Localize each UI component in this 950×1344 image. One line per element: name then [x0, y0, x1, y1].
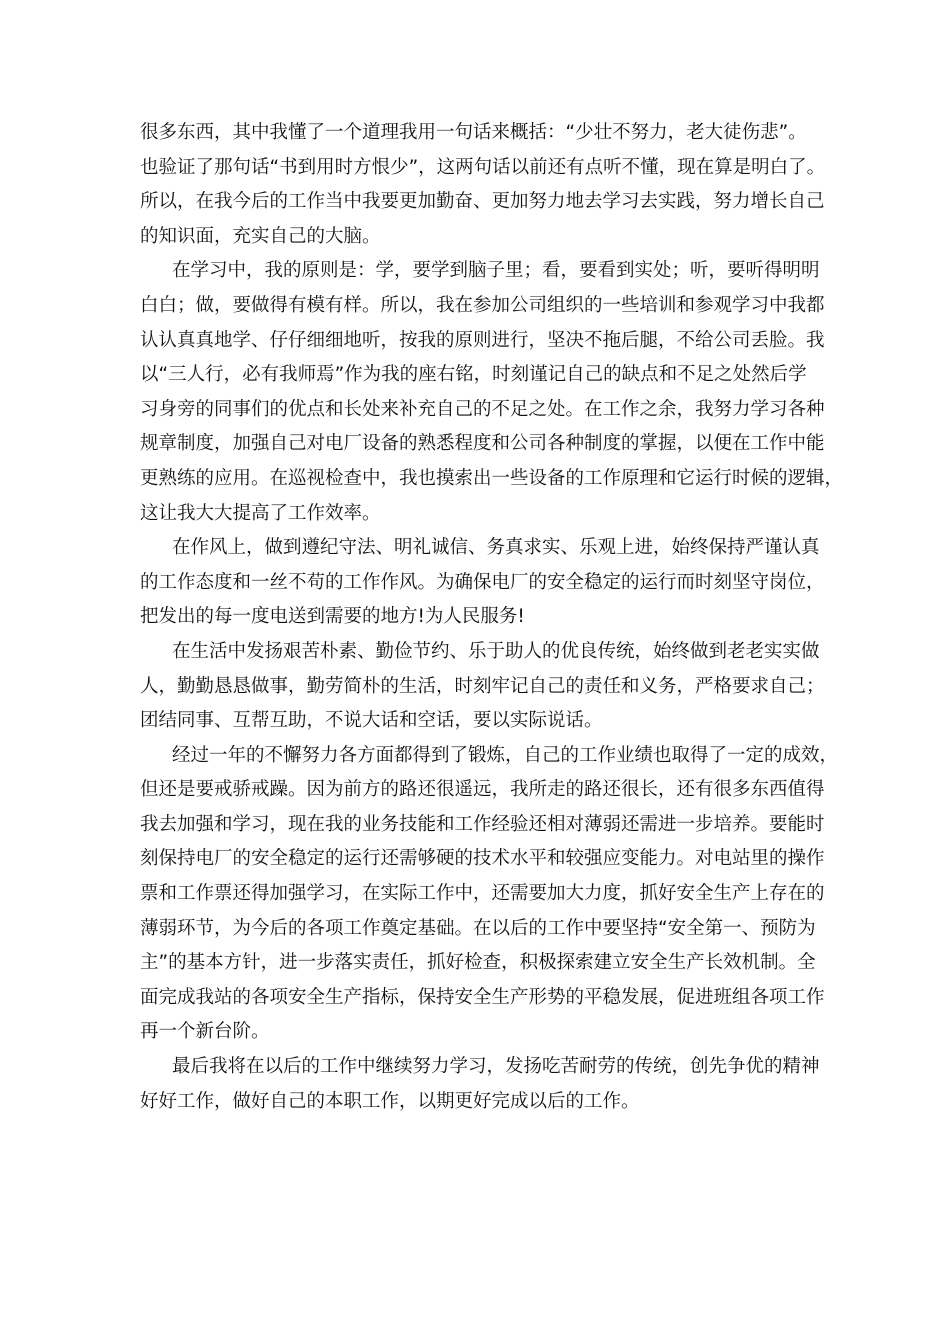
paragraph-6 [140, 1050, 830, 1119]
paragraph-line: 这让我大大提高了工作效率。 [140, 502, 381, 524]
paragraph-line: 再一个新台阶。 [140, 1021, 270, 1043]
paragraph-line: 最后我将在以后的工作中继续努力学习，发扬吃苦耐劳的传统，创先争优的精神 [172, 1056, 820, 1078]
paragraph-line: 规章制度，加强自己对电厂设备的熟悉程度和公司各种制度的掌握，以便在工作中能 [140, 433, 825, 455]
paragraph-line: 所以，在我今后的工作当中我要更加勤奋、更加努力地去学习去实践，努力增长自己 [140, 191, 825, 213]
paragraph-line: 更熟练的应用。在巡视检查中，我也摸索出一些设备的工作原理和它运行时候的逻辑， [140, 467, 844, 489]
paragraph-line: 好好工作，做好自己的本职工作，以期更好完成以后的工作。 [140, 1090, 640, 1112]
paragraph-line: 人，勤勤恳恳做事，勤劳简朴的生活，时刻牢记自己的责任和义务，严格要求自己； [140, 675, 825, 697]
paragraph-line: 在作风上，做到遵纪守法、明礼诚信、务真求实、乐观上进，始终保持严谨认真 [172, 537, 820, 559]
paragraph-line: 面完成我站的各项安全生产指标，保持安全生产形势的平稳发展，促进班组各项工作 [140, 986, 825, 1008]
document-body [140, 116, 844, 1119]
paragraph-line: 薄弱环节，为今后的各项工作奠定基础。在以后的工作中要坚持“安全第一、预防为 [140, 917, 816, 939]
paragraph-line: 以“三人行，必有我师焉”作为我的座右铭，时刻谨记自己的缺点和不足之处然后学 [140, 364, 807, 386]
paragraph-line: 在生活中发扬艰苦朴素、勤俭节约、乐于助人的优良传统，始终做到老老实实做 [172, 640, 820, 662]
paragraph-line: 我去加强和学习，现在我的业务技能和工作经验还相对薄弱还需进一步培养。要能时 [140, 813, 825, 835]
paragraph-4 [140, 635, 830, 739]
paragraph-line: 票和工作票还得加强学习，在实际工作中，还需要加大力度，抓好安全生产上存在的 [140, 883, 825, 905]
paragraph-5 [140, 739, 839, 1050]
paragraph-line: 经过一年的不懈努力各方面都得到了锻炼，自己的工作业绩也取得了一定的成效， [172, 744, 839, 766]
paragraph-line: 刻保持电厂的安全稳定的运行还需够硬的技术水平和较强应变能力。对电站里的操作 [140, 848, 825, 870]
paragraph-line: 在学习中，我的原则是：学，要学到脑子里；看，要看到实处；听，要听得明明 [172, 260, 820, 282]
paragraph-line: 主”的基本方针，进一步落实责任，抓好检查，积极探索建立安全生产长效机制。全 [140, 952, 816, 974]
paragraph-line: 习身旁的同事们的优点和长处来补充自己的不足之处。在工作之余，我努力学习各种 [140, 398, 825, 420]
paragraph-3 [140, 531, 830, 635]
paragraph-line: 的工作态度和一丝不苟的工作作风。为确保电厂的安全稳定的运行而时刻坚守岗位， [140, 571, 825, 593]
paragraph-line: 认认真真地学、仔仔细细地听，按我的原则进行，坚决不拖后腿，不给公司丢脸。我 [140, 329, 825, 351]
paragraph-line: 但还是要戒骄戒躁。因为前方的路还很遥远，我所走的路还很长，还有很多东西值得 [140, 779, 825, 801]
paragraph-line: 团结同事、互帮互助，不说大话和空话，要以实际说话。 [140, 710, 603, 732]
paragraph-line: 把发出的每一度电送到需要的地方!为人民服务! [140, 606, 525, 628]
paragraph-line: 很多东西，其中我懂了一个道理我用一句话来概括：“少壮不努力，老大徒伤悲”。 [140, 122, 807, 143]
paragraph-1 [140, 116, 830, 254]
paragraph-line: 的知识面，充实自己的大脑。 [140, 225, 381, 247]
paragraph-2 [140, 254, 844, 531]
paragraph-line: 也验证了那句话“书到用时方恨少”，这两句话以前还有点听不懂，现在算是明白了。 [140, 156, 826, 178]
paragraph-line: 白白；做，要做得有模有样。所以，我在参加公司组织的一些培训和参观学习中我都 [140, 294, 825, 316]
